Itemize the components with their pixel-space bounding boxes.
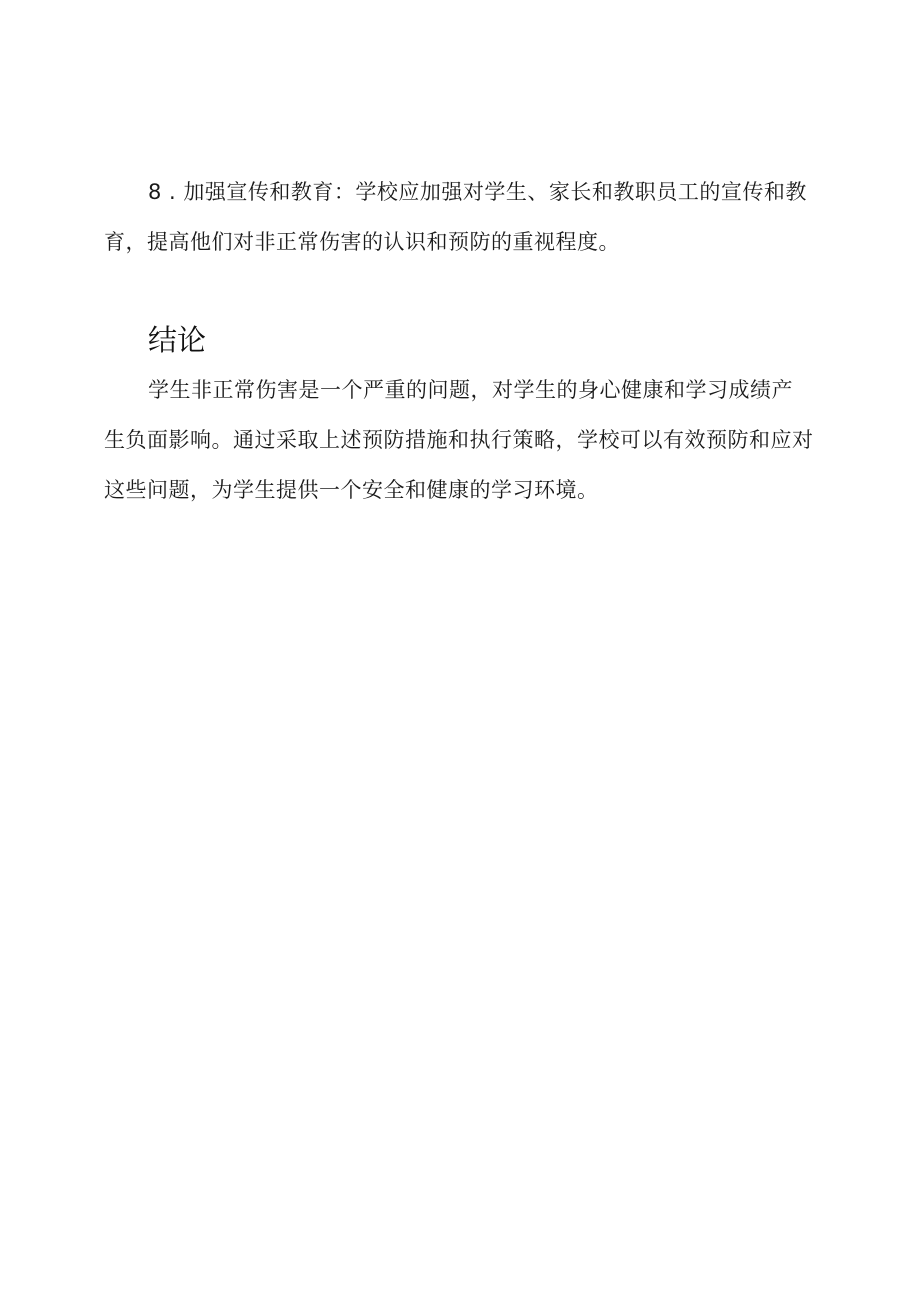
section-heading-conclusion: 结论 (148, 323, 207, 357)
paragraph-line: 学生非正常伤害是一个严重的问题，对学生的身心健康和学习成绩产 (148, 378, 793, 402)
paragraph-line: 这些问题，为学生提供一个安全和健康的学习环境。 (104, 478, 599, 502)
paragraph-line: 生负面影响。通过采取上述预防措施和执行策略，学校可以有效预防和应对 (104, 428, 814, 452)
conclusion-paragraph (104, 365, 816, 515)
paragraph-line: 8 . 加强宣传和教育：学校应加强对学生、家长和教职员工的宣传和教 (148, 180, 807, 204)
paragraph-line: 育，提高他们对非正常伤害的认识和预防的重视程度。 (104, 230, 620, 254)
list-item-8-paragraph (104, 167, 816, 267)
